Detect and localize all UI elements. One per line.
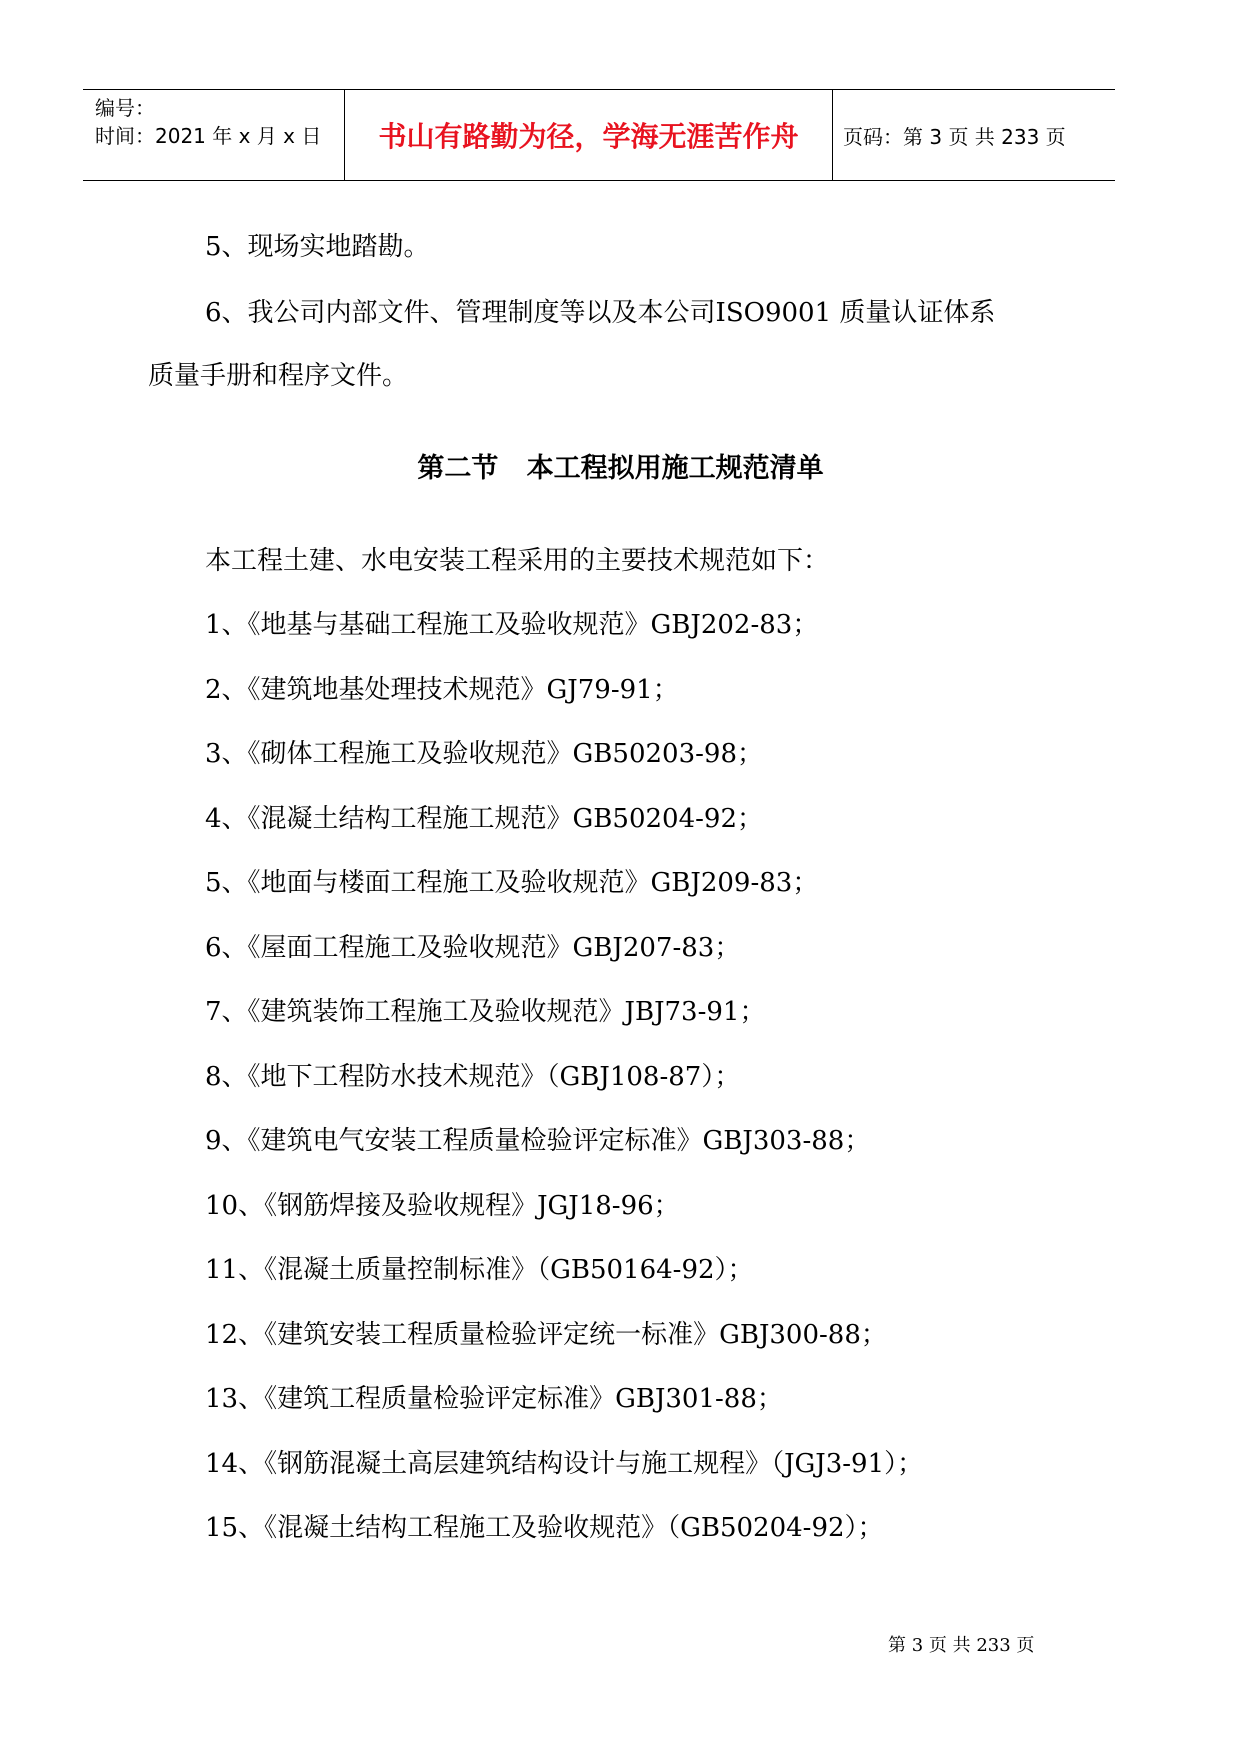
header-motto: 书山有路勤为径，学海无涯苦作舟: [345, 90, 833, 180]
spec-item: 6、《屋面工程施工及验收规范》GBJ207-83；: [205, 933, 741, 963]
spec-item: 9、《建筑电气安装工程质量检验评定标准》GBJ303-88；: [205, 1126, 871, 1156]
spec-item: 14、《钢筋混凝土高层建筑结构设计与施工规程》（JGJ3-91）；: [205, 1449, 924, 1479]
intro-item-6: 6、我公司内部文件、管理制度等以及本公司ISO9001 质量认证体系: [205, 298, 996, 328]
spec-item: 10、《钢筋焊接及验收规程》JGJ18-96；: [205, 1191, 680, 1221]
intro-item-5: 5、现场实地踏勘。: [205, 232, 430, 262]
section-intro: 本工程土建、水电安装工程采用的主要技术规范如下：: [205, 546, 830, 576]
spec-item: 13、《建筑工程质量检验评定标准》GBJ301-88；: [205, 1384, 783, 1414]
spec-item: 2、《建筑地基处理技术规范》GJ79-91；: [205, 675, 679, 705]
section-title: 第二节 本工程拟用施工规范清单: [417, 453, 824, 484]
spec-item: 1、《地基与基础工程施工及验收规范》GBJ202-83；: [205, 610, 819, 640]
header-page-info: 页码：第 3 页 共 233 页: [843, 124, 1066, 149]
spec-item: 8、《地下工程防水技术规范》（GBJ108-87）；: [205, 1062, 741, 1092]
spec-item: 12、《建筑安装工程质量检验评定统一标准》GBJ300-88；: [205, 1320, 887, 1350]
spec-item: 3、《砌体工程施工及验收规范》GB50203-98；: [205, 739, 763, 769]
document-number-label: 编号：: [95, 96, 155, 120]
header-meta-cell: [83, 90, 345, 180]
spec-item: 4、《混凝土结构工程施工规范》GB50204-92；: [205, 804, 763, 834]
spec-item: 15、《混凝土结构工程施工及验收规范》（GB50204-92）；: [205, 1513, 884, 1543]
page-footer: 第 3 页 共 233 页: [888, 1635, 1035, 1656]
spec-item: 7、《建筑装饰工程施工及验收规范》JBJ73-91；: [205, 997, 766, 1027]
spec-item: 11、《混凝土质量控制标准》（GB50164-92）；: [205, 1255, 754, 1285]
intro-item-6-continued: 质量手册和程序文件。: [148, 361, 409, 391]
page-header: [83, 89, 1115, 181]
document-date: 时间：2021 年 x 月 x 日: [95, 124, 322, 148]
spec-item: 5、《地面与楼面工程施工及验收规范》GBJ209-83；: [205, 868, 819, 898]
